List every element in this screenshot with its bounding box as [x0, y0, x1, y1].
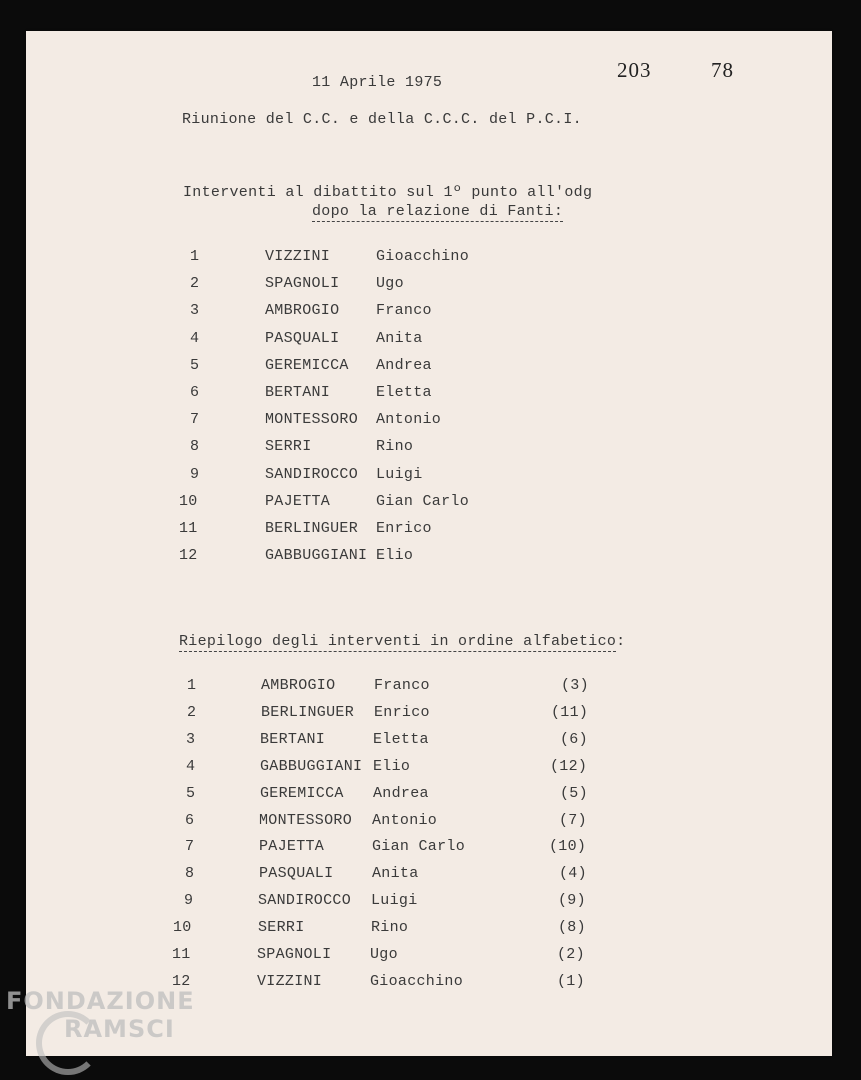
chronological-order-ref: (8) [558, 919, 586, 937]
speaker-first-name: Andrea [373, 784, 429, 802]
speaker-first-name: Gioacchino [370, 972, 464, 990]
row-number: 3 [186, 730, 196, 748]
section1-heading-line1: Interventi al dibattito sul 1º punto all'odg [183, 184, 593, 201]
speaker-surname: BERLINGUER [261, 703, 355, 721]
row-number: 6 [190, 384, 200, 401]
row-number: 7 [185, 838, 195, 856]
speaker-surname: SANDIROCCO [265, 465, 359, 483]
row-number: 11 [172, 946, 191, 963]
speaker-surname: BERLINGUER [265, 520, 359, 537]
archive-number-secondary: 78 [711, 58, 734, 82]
speaker-surname: PAJETTA [265, 492, 331, 510]
watermark-line2: RAMSCI [64, 1015, 175, 1043]
speaker-surname: BERTANI [260, 730, 326, 748]
row-number: 9 [190, 465, 200, 483]
row-number: 10 [179, 492, 198, 510]
chronological-order-ref: (10) [549, 838, 587, 856]
speaker-first-name: Gioacchino [376, 248, 470, 265]
row-number: 8 [190, 438, 200, 456]
speaker-first-name: Franco [376, 302, 432, 320]
speaker-first-name: Andrea [376, 356, 432, 374]
speaker-first-name: Elio [373, 757, 411, 775]
row-number: 4 [190, 329, 200, 347]
meeting-title: Riunione del C.C. e della C.C.C. del P.C.I. [182, 111, 582, 128]
row-number: 12 [179, 547, 198, 565]
row-number: 1 [187, 677, 197, 694]
speaker-first-name: Rino [376, 438, 414, 456]
speaker-first-name: Enrico [374, 703, 430, 721]
speaker-first-name: Antonio [372, 811, 438, 829]
speaker-surname: AMBROGIO [261, 677, 336, 694]
row-number: 5 [186, 784, 196, 802]
chronological-order-ref: (3) [561, 677, 589, 694]
speaker-first-name: Franco [374, 677, 430, 694]
speaker-first-name: Eletta [373, 730, 429, 748]
speaker-surname: MONTESSORO [259, 811, 353, 829]
row-number: 12 [172, 972, 191, 990]
speaker-surname: GEREMICCA [265, 356, 349, 374]
section2-heading [179, 633, 625, 650]
chronological-order-ref: (6) [560, 730, 588, 748]
speaker-first-name: Luigi [376, 465, 423, 483]
archive-number-primary: 203 [617, 58, 652, 82]
chronological-order-ref: (4) [559, 865, 587, 883]
chronological-order-ref: (1) [557, 972, 585, 990]
speaker-first-name: Elio [376, 547, 414, 565]
row-number: 5 [190, 356, 200, 374]
speaker-first-name: Anita [372, 865, 419, 883]
row-number: 2 [190, 275, 200, 293]
speaker-surname: AMBROGIO [265, 302, 340, 320]
chronological-order-ref: (5) [560, 784, 588, 802]
speaker-surname: BERTANI [265, 384, 331, 401]
speaker-first-name: Gian Carlo [372, 838, 466, 856]
speaker-first-name: Enrico [376, 520, 432, 537]
speaker-surname: SERRI [258, 919, 305, 937]
row-number: 4 [186, 757, 196, 775]
speaker-surname: VIZZINI [265, 248, 331, 265]
speaker-surname: VIZZINI [257, 972, 323, 990]
speaker-surname: SERRI [265, 438, 312, 456]
speaker-first-name: Ugo [376, 275, 404, 293]
row-number: 3 [190, 302, 200, 320]
speaker-surname: GABBUGGIANI [260, 757, 363, 775]
row-number: 9 [184, 892, 194, 910]
row-number: 7 [190, 411, 200, 429]
speaker-surname: MONTESSORO [265, 411, 359, 429]
speaker-first-name: Rino [371, 919, 409, 937]
speaker-surname: PAJETTA [259, 838, 325, 856]
section2-heading-text: Riepilogo degli interventi in ordine alfabetico [179, 633, 617, 650]
speaker-first-name: Ugo [370, 946, 398, 963]
row-number: 1 [190, 248, 200, 265]
section1-heading-line2: dopo la relazione di Fanti: [312, 203, 564, 220]
speaker-surname: PASQUALI [259, 865, 334, 883]
speaker-surname: GEREMICCA [260, 784, 344, 802]
speaker-surname: SPAGNOLI [265, 275, 340, 293]
speaker-surname: SPAGNOLI [257, 946, 332, 963]
speaker-first-name: Eletta [376, 384, 432, 401]
chronological-order-ref: (7) [559, 811, 587, 829]
chronological-order-ref: (11) [551, 703, 589, 721]
speaker-surname: PASQUALI [265, 329, 340, 347]
speaker-surname: GABBUGGIANI [265, 547, 368, 565]
row-number: 11 [179, 520, 198, 537]
row-number: 8 [185, 865, 195, 883]
speaker-surname: SANDIROCCO [258, 892, 352, 910]
chronological-order-ref: (12) [550, 757, 588, 775]
row-number: 10 [173, 919, 192, 937]
section2-heading-colon: : [616, 633, 626, 650]
speaker-first-name: Luigi [371, 892, 418, 910]
chronological-order-ref: (2) [557, 946, 585, 963]
chronological-order-ref: (9) [558, 892, 586, 910]
speaker-first-name: Gian Carlo [376, 492, 470, 510]
row-number: 6 [185, 811, 195, 829]
speaker-first-name: Anita [376, 329, 423, 347]
document-date: 11 Aprile 1975 [312, 74, 443, 91]
row-number: 2 [187, 703, 197, 721]
watermark-line1: FONDAZIONE [6, 987, 195, 1015]
speaker-first-name: Antonio [376, 411, 442, 429]
